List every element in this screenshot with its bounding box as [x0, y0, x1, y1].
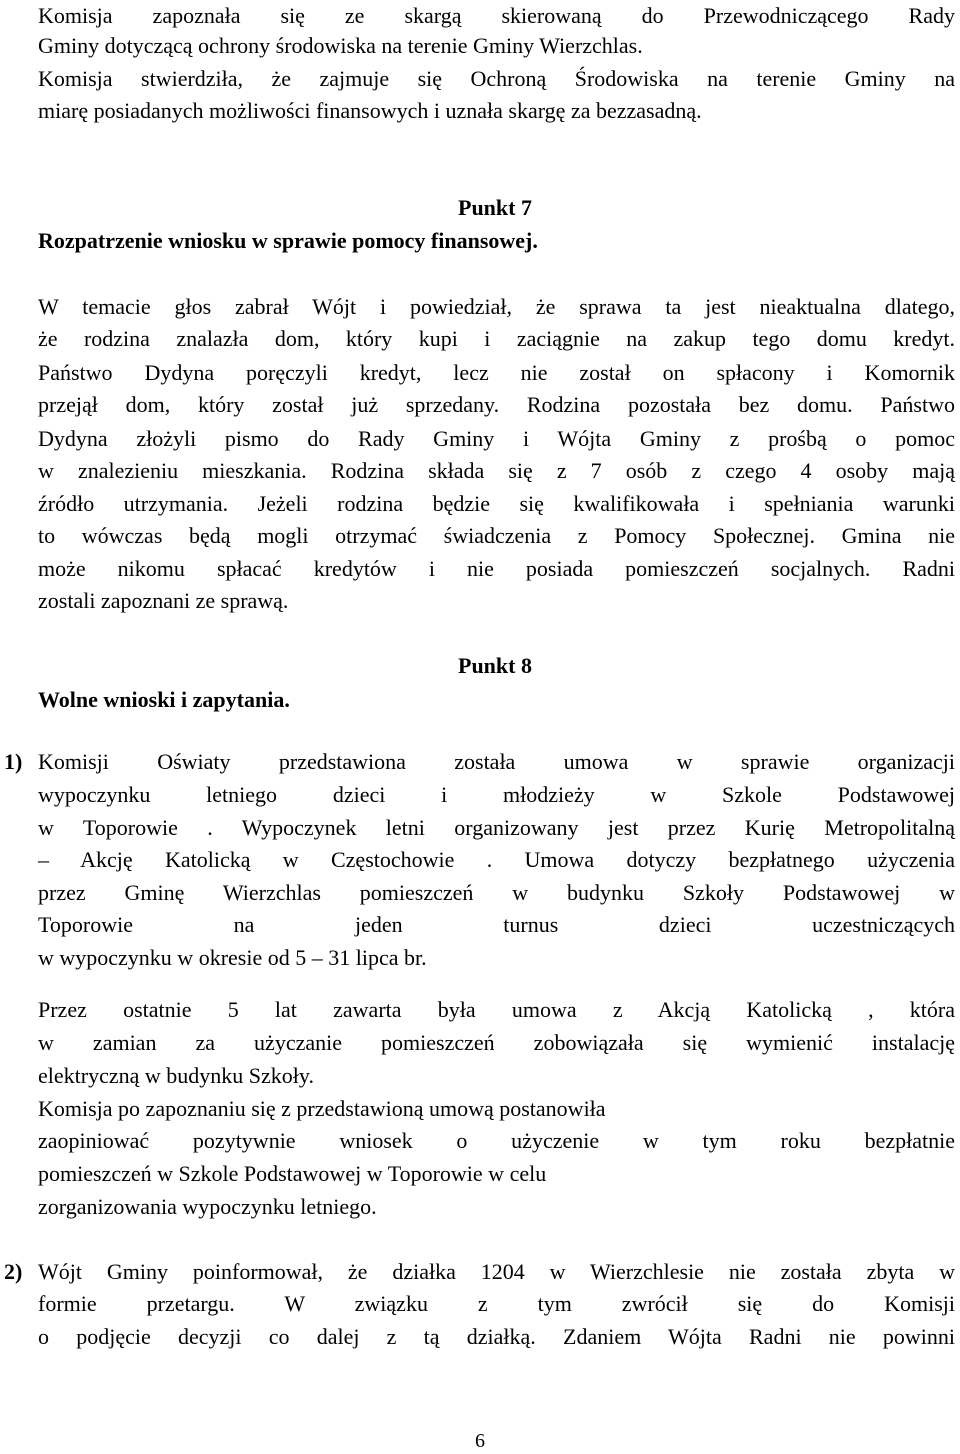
intro-line-4: miarę posiadanych możliwości finansowych i uznała skargę za bezzasadną.: [38, 98, 702, 123]
punkt-7-line-10: zostali zapoznani ze sprawą.: [38, 588, 289, 613]
list-number-1: 1): [4, 749, 23, 774]
item-1-para3-line-4: zorganizowania wypoczynku letniego.: [38, 1194, 377, 1219]
item-1-para2-line-2: w zamian za użyczanie pomieszczeń zobowiązała się wymienić instalację: [38, 1030, 955, 1055]
item-1-para3-line-3: pomieszczeń w Szkole Podstawowej w Toporowie w celu: [38, 1161, 547, 1186]
item-1-para2-line-3: elektryczną w budynku Szkoły.: [38, 1063, 314, 1088]
list-number-2: 2): [4, 1259, 23, 1284]
item-1-para3-line-1: Komisja po zapoznaniu się z przedstawioną umową postanowiła: [38, 1096, 606, 1121]
punkt-7-line-6: w znalezieniu mieszkania. Rodzina składa się z 7 osób z czego 4 osoby mają: [38, 458, 955, 483]
punkt-7-line-2: że rodzina znalazła dom, który kupi i zaciągnie na zakup tego domu kredyt.: [38, 326, 955, 351]
item-1-line-4: – Akcję Katolicką w Częstochowie . Umowa dotyczy bezpłatnego użyczenia: [38, 847, 955, 872]
punkt-8-heading: Punkt 8: [458, 653, 532, 678]
intro-line-2: Gminy dotyczącą ochrony środowiska na terenie Gminy Wierzchlas.: [38, 33, 643, 58]
item-2-line-2: formie przetargu. W związku z tym zwrócił się do Komisji: [38, 1291, 955, 1316]
item-1-para3-line-2: zaopiniować pozytywnie wniosek o użyczenie w tym roku bezpłatnie: [38, 1128, 955, 1153]
punkt-8-subheading: Wolne wnioski i zapytania.: [38, 687, 290, 712]
punkt-7-line-1: W temacie głos zabrał Wójt i powiedział, że sprawa ta jest nieaktualna dlatego,: [38, 294, 955, 319]
punkt-7-line-9: może nikomu spłacać kredytów i nie posiada pomieszczeń socjalnych. Radni: [38, 556, 955, 581]
item-2-line-1: Wójt Gminy poinformował, że działka 1204 w Wierzchlesie nie została zbyta w: [38, 1259, 955, 1284]
intro-line-1: Komisja zapoznała się ze skargą skierowaną do Przewodniczącego Rady: [38, 3, 955, 28]
punkt-7-line-7: źródło utrzymania. Jeżeli rodzina będzie się kwalifikowała i spełniania warunki: [38, 491, 955, 516]
page-number: 6: [475, 1430, 485, 1452]
punkt-7-line-4: przejął dom, który został już sprzedany. Rodzina pozostała bez domu. Państwo: [38, 392, 955, 417]
punkt-7-line-8: to wówczas będą mogli otrzymać świadczenia z Pomocy Społecznej. Gmina nie: [38, 523, 955, 548]
punkt-7-heading: Punkt 7: [458, 195, 532, 220]
item-1-para2-line-1: Przez ostatnie 5 lat zawarta była umowa z Akcją Katolicką , która: [38, 997, 955, 1022]
item-1-line-7: w wypoczynku w okresie od 5 – 31 lipca br.: [38, 945, 427, 970]
item-1-line-6: Toporowie na jeden turnus dzieci uczestniczących: [38, 912, 955, 937]
intro-line-3: Komisja stwierdziła, że zajmuje się Ochroną Środowiska na terenie Gminy na: [38, 66, 955, 91]
item-1-line-2: wypoczynku letniego dzieci i młodzieży w Szkole Podstawowej: [38, 782, 955, 807]
punkt-7-subheading: Rozpatrzenie wniosku w sprawie pomocy finansowej.: [38, 228, 538, 253]
item-1-line-1: Komisji Oświaty przedstawiona została umowa w sprawie organizacji: [38, 749, 955, 774]
item-2-line-3: o podjęcie decyzji co dalej z tą działką. Zdaniem Wójta Radni nie powinni: [38, 1324, 955, 1349]
punkt-7-line-3: Państwo Dydyna poręczyli kredyt, lecz nie został on spłacony i Komornik: [38, 360, 955, 385]
punkt-7-line-5: Dydyna złożyli pismo do Rady Gminy i Wójta Gminy z prośbą o pomoc: [38, 426, 955, 451]
item-1-line-5: przez Gminę Wierzchlas pomieszczeń w budynku Szkoły Podstawowej w: [38, 880, 955, 905]
item-1-line-3: w Toporowie . Wypoczynek letni organizowany jest przez Kurię Metropolitalną: [38, 815, 955, 840]
